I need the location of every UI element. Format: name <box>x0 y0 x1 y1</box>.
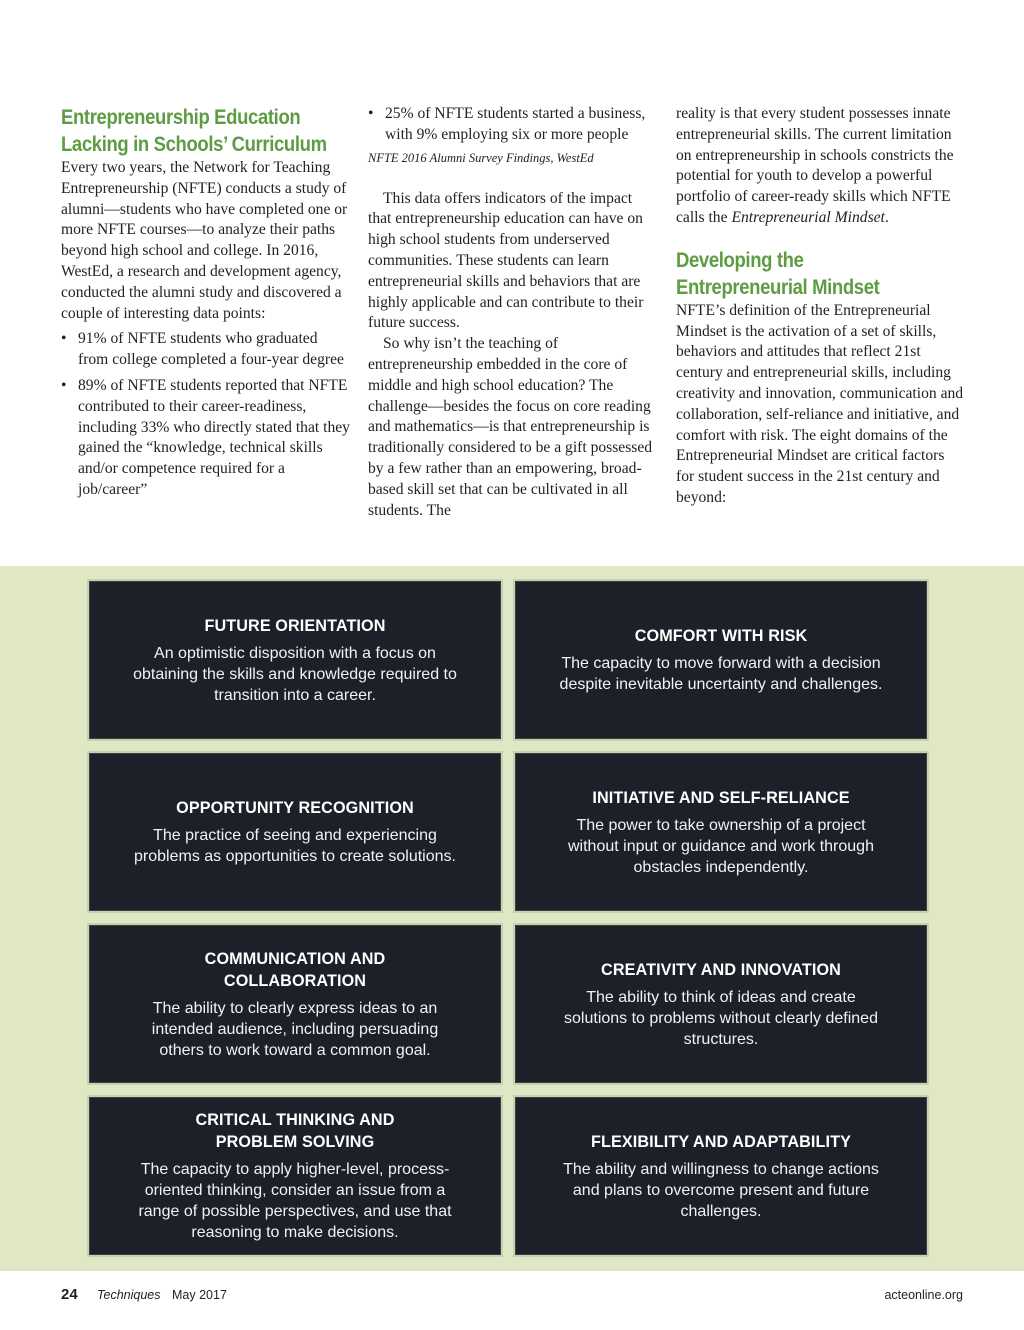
domain-description: The ability and willingness to change actions and plans to overcome present and future challenges. <box>563 1160 879 1220</box>
magazine-title: Techniques <box>97 1288 161 1302</box>
list-item: • 89% of NFTE students reported that NFTE contributed to their career-readiness, including 33% who directly stated that they gained the “knowledge, technical skills and/or competence required for a job/career” <box>61 376 351 501</box>
list-item: • 25% of NFTE students started a business, with 9% employing six or more people <box>368 104 658 146</box>
list-item: • 91% of NFTE students who graduated from college completed a four-year degree <box>61 329 351 371</box>
website-url: acteonline.org <box>884 1288 963 1302</box>
data-points-list-continued <box>368 104 658 146</box>
body-paragraph: This data offers indicators of the impact that entrepreneurship education can have on high school students from underserved communities. These students can learn entrepreneurial skills and behaviors that are highly applicable and can contribute to their future success. <box>368 189 644 332</box>
article-column-3 <box>676 104 966 509</box>
domain-description: The capacity to move forward with a decision despite inevitable uncertainty and challenges. <box>559 655 883 693</box>
domain-title: CREATIVITY AND INNOVATION <box>601 960 841 979</box>
domain-description: An optimistic disposition with a focus on obtaining the skills and knowledge required to transition into a career. <box>133 644 457 704</box>
domain-description: The capacity to apply higher-level, process-oriented thinking, consider an issue from a range of possible perspectives, and use that reasoning to make decisions. <box>138 1161 452 1241</box>
article-column-2 <box>368 104 658 521</box>
body-paragraph: reality is that every student possesses innate entrepreneurial skills. The current limitation on entrepreneurship in schools constricts the potential for youth to develop a powerful portfolio of career-ready skills which NFTE calls the Entrepreneurial Mindset. <box>676 105 954 226</box>
domain-card <box>515 581 927 739</box>
domain-description: The power to take ownership of a project without input or guidance and work through obstacles independently. <box>568 816 874 876</box>
domain-description: The practice of seeing and experiencing problems as opportunities to create solutions. <box>134 827 456 865</box>
domain-description: The ability to clearly express ideas to an intended audience, including persuading others to work toward a common goal. <box>151 999 439 1059</box>
domain-card <box>515 753 927 911</box>
domain-card <box>89 753 501 911</box>
page-footer <box>0 1282 1024 1312</box>
domain-card <box>89 925 501 1083</box>
page-number: 24 <box>61 1286 78 1303</box>
domain-title: COMFORT WITH RISK <box>634 627 808 645</box>
issue-date: May 2017 <box>172 1288 227 1302</box>
body-paragraph: NFTE’s definition of the Entrepreneurial Mindset is the activation of a set of skills, behaviors and attitudes that reflect 21st century and entrepreneurial skills, including creativity and innovation, communication and collaboration, self-reliance and initiative, and comfort with risk. The eight domains of the Entrepreneurial Mindset are critical factors for student success in the 21st century and beyond: <box>676 301 964 506</box>
domain-title: INITIATIVE AND SELF-RELIANCE <box>592 788 850 807</box>
domain-title: COMMUNICATION AND COLLABORATION <box>204 949 386 990</box>
domain-title: FUTURE ORIENTATION <box>204 616 386 635</box>
domain-title: OPPORTUNITY RECOGNITION <box>176 799 414 817</box>
domain-card <box>89 581 501 739</box>
section-heading-mindset: Developing the Entrepreneurial Mindset <box>676 248 880 299</box>
domain-card <box>515 925 927 1083</box>
domain-title: CRITICAL THINKING AND PROBLEM SOLVING <box>195 1111 395 1151</box>
source-citation: NFTE 2016 Alumni Survey Findings, WestEd <box>368 150 594 165</box>
body-paragraph: So why isn’t the teaching of entrepreneurship embedded in the core of middle and high school education? The challenge—besides the focus on core reading and mathematics—is that entrepreneurship is traditionally considered to be a gift possessed by a few rather than an empowering, broad-based skill set that can be cultivated in all students. The <box>368 335 653 519</box>
domain-description: The ability to think of ideas and create solutions to problems without clearly defined structures. <box>564 988 878 1048</box>
domain-card <box>515 1097 927 1255</box>
section-heading-curriculum: Entrepreneurship Education Lacking in Schools’ Curriculum <box>61 106 327 156</box>
intro-paragraph: Every two years, the Network for Teaching Entrepreneurship (NFTE) conducts a study of alumni—students who have completed one or more NFTE courses—to analyze their paths beyond high school and college. In 2016, WestEd, a research and development agency, conducted the alumni study and discovered a couple of interesting data points: <box>61 159 348 322</box>
data-points-list <box>61 329 351 500</box>
domain-title: FLEXIBILITY AND ADAPTABILITY <box>591 1132 851 1151</box>
article-column-1 <box>61 104 351 501</box>
domain-card <box>89 1097 501 1255</box>
